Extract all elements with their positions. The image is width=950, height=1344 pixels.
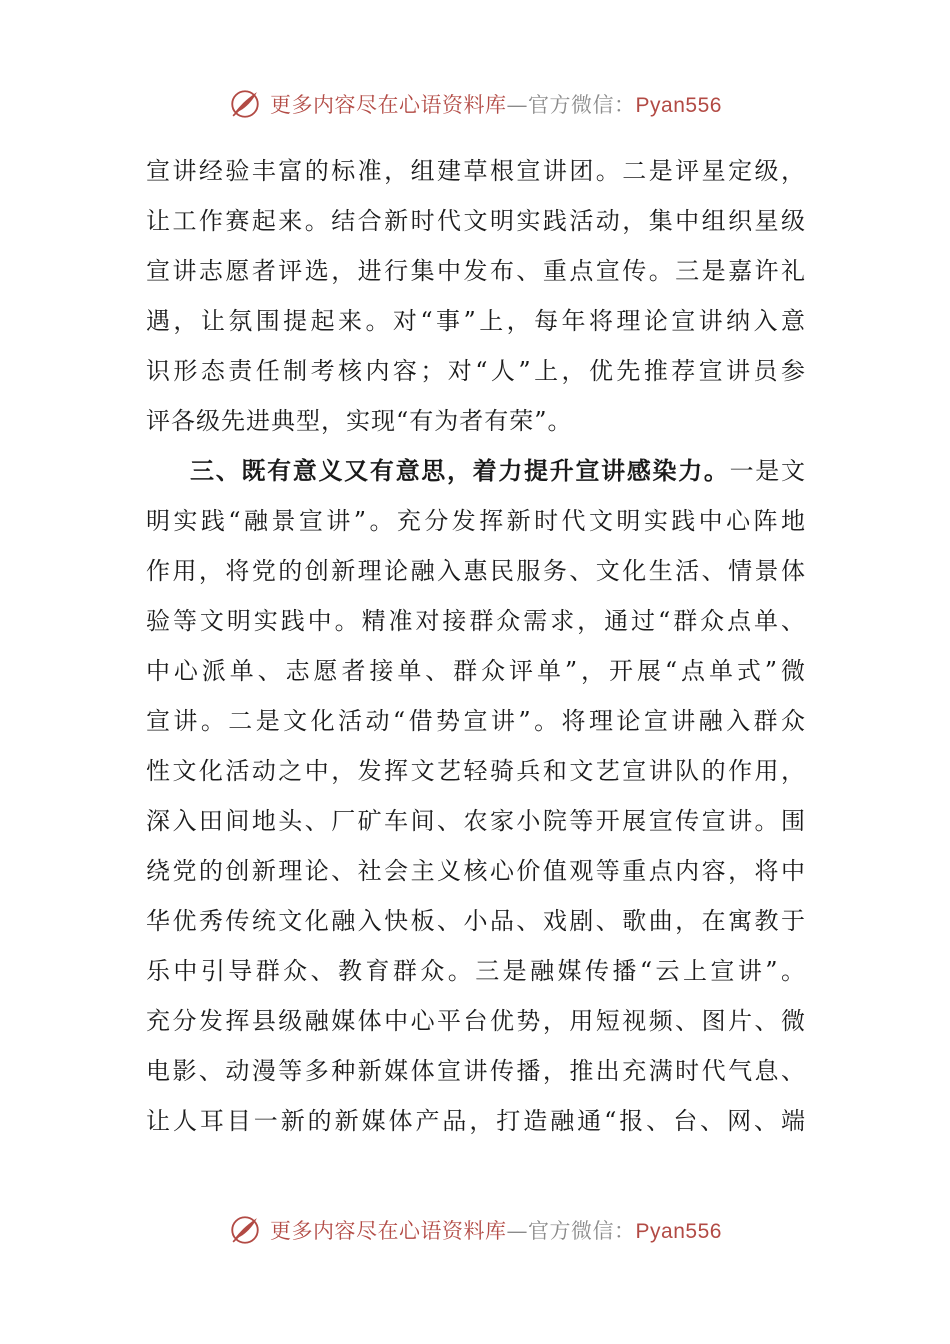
- text-line: 深入田间地头、厂矿车间、农家小院等开展宣传宣讲。围: [146, 807, 806, 835]
- banner-dash: —: [506, 93, 529, 117]
- section-heading-line: [146, 446, 806, 496]
- banner-wechat-id: Pyan556: [635, 1220, 722, 1243]
- banner-official-label: 官方微信：: [528, 93, 636, 117]
- banner-official-label: 官方微信：: [528, 1219, 636, 1243]
- footer-banner: [0, 1210, 950, 1250]
- text-line: 评各级先进典型，实现“有为者有荣”。: [146, 407, 573, 435]
- text-line: 性文化活动之中，发挥文艺轻骑兵和文艺宣讲队的作用，: [146, 757, 806, 785]
- text-line: 绕党的创新理论、社会主义核心价值观等重点内容，将中: [146, 857, 806, 885]
- quill-pen-logo-icon: [228, 87, 262, 121]
- text-line: 乐中引导群众、教育群众。三是融媒传播“云上宣讲”。: [146, 957, 806, 985]
- text-line: 让工作赛起来。结合新时代文明实践活动，集中组织星级: [146, 207, 806, 235]
- banner-dash: —: [506, 1219, 529, 1243]
- text-line: 遇，让氛围提起来。对“事”上，每年将理论宣讲纳入意: [146, 307, 806, 335]
- text-line: 作用，将党的创新理论融入惠民服务、文化生活、情景体: [146, 557, 806, 585]
- text-line: 宣讲志愿者评选，进行集中发布、重点宣传。三是嘉许礼: [146, 257, 806, 285]
- text-line: 验等文明实践中。精准对接群众需求，通过“群众点单、: [146, 607, 806, 635]
- banner-main-text: 更多内容尽在心语资料库: [270, 1219, 507, 1243]
- header-banner: [0, 84, 950, 124]
- banner-wechat-id: Pyan556: [635, 94, 722, 117]
- text-line: 宣讲经验丰富的标准，组建草根宣讲团。二是评星定级，: [146, 157, 806, 185]
- banner-main-text: 更多内容尽在心语资料库: [270, 93, 507, 117]
- section-heading: 三、既有意义又有意思，着力提升宣讲感染力。: [190, 456, 730, 485]
- banner-text: [270, 89, 722, 119]
- text-line: 电影、动漫等多种新媒体宣讲传播，推出充满时代气息、: [146, 1057, 806, 1085]
- text-line: 中心派单、志愿者接单、群众评单”，开展“点单式”微: [146, 657, 806, 685]
- banner-text: [270, 1215, 722, 1245]
- text-span: 一是文: [729, 457, 807, 485]
- document-body: [146, 146, 806, 1146]
- text-line: 宣讲。二是文化活动“借势宣讲”。将理论宣讲融入群众: [146, 707, 806, 735]
- text-line: 华优秀传统文化融入快板、小品、戏剧、歌曲，在寓教于: [146, 907, 806, 935]
- text-line: 充分发挥县级融媒体中心平台优势，用短视频、图片、微: [146, 1007, 806, 1035]
- text-line: 明实践“融景宣讲”。充分发挥新时代文明实践中心阵地: [146, 507, 806, 535]
- text-line: 识形态责任制考核内容；对“人”上，优先推荐宣讲员参: [146, 357, 806, 385]
- quill-pen-logo-icon: [228, 1213, 262, 1247]
- text-line: 让人耳目一新的新媒体产品，打造融通“报、台、网、端: [146, 1107, 806, 1135]
